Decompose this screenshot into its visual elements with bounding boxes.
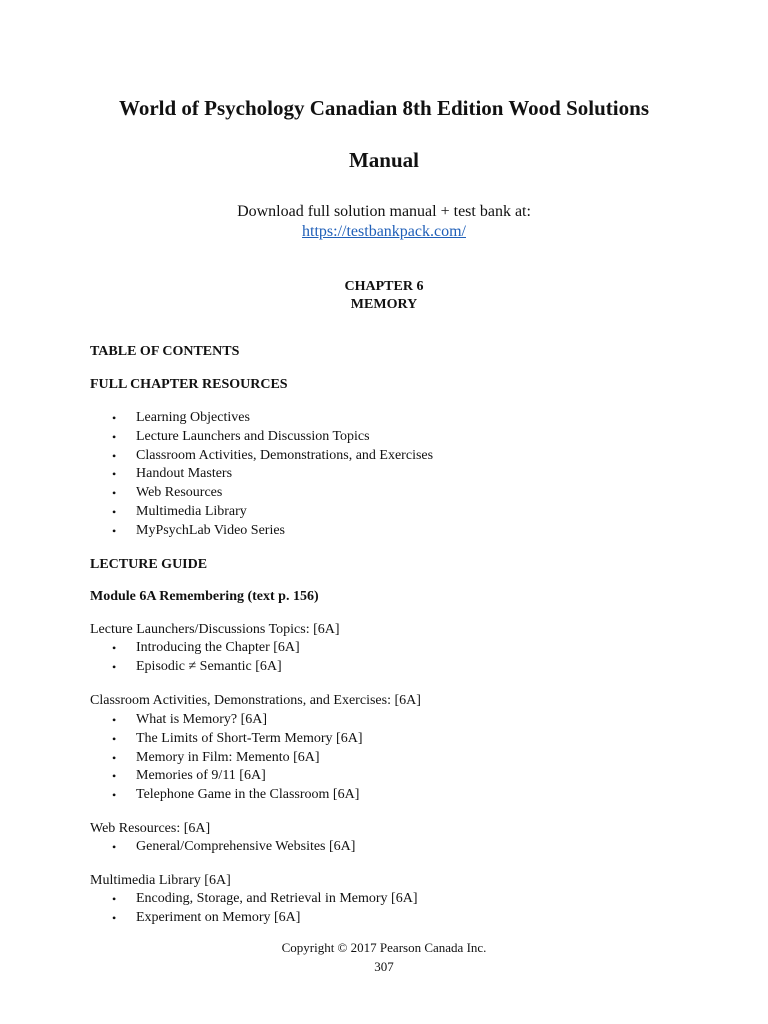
list-item-text: Memories of 9/11 [6A] [136, 768, 266, 784]
footer-copyright: Copyright © 2017 Pearson Canada Inc. [281, 940, 487, 955]
bullet-icon: • [112, 750, 117, 765]
chapter-number: CHAPTER 6 [344, 279, 424, 294]
list-item-text: Learning Objectives [136, 410, 250, 425]
bullet-icon: • [112, 892, 117, 906]
list-item-text: Experiment on Memory [6A] [136, 909, 301, 925]
bullet-icon: • [112, 429, 117, 444]
bullet-icon: • [112, 659, 117, 674]
document-title-line-2: Manual [348, 148, 419, 172]
bullet-icon: • [112, 467, 117, 482]
list-item-text: Telephone Game in the Classroom [6A] [136, 787, 360, 803]
list-item-text: Web Resources [136, 485, 223, 501]
page-number: 307 [374, 959, 394, 974]
bullet-icon: • [112, 788, 117, 803]
module-heading: Module 6A Remembering (text p. 156) [90, 589, 319, 604]
multimedia-library-label: Multimedia Library [6A] [90, 873, 231, 888]
download-text: Download full solution manual + test bank at: [237, 203, 531, 220]
bullet-icon: • [112, 523, 117, 538]
toc-heading: TABLE OF CONTENTS [90, 344, 240, 359]
list-item-text: General/Comprehensive Websites [6A] [136, 839, 356, 854]
list-item-text: MyPsychLab Video Series [136, 522, 285, 538]
bullet-icon: • [112, 713, 117, 727]
list-item-text: Memory in Film: Memento [6A] [136, 749, 320, 765]
lecture-launchers-label: Lecture Launchers/Discussions Topics: [6A] [90, 622, 340, 637]
list-item-text: Introducing the Chapter [6A] [136, 640, 300, 655]
resources-heading: FULL CHAPTER RESOURCES [90, 377, 288, 392]
bullet-icon: • [112, 504, 117, 519]
list-item-text: Multimedia Library [136, 503, 247, 519]
web-resources-label: Web Resources: [6A] [90, 821, 211, 836]
list-item-text: Handout Masters [136, 466, 233, 482]
list-item-text: Classroom Activities, Demonstrations, and Exercises [136, 447, 434, 463]
chapter-name: MEMORY [350, 297, 418, 312]
bullet-icon: • [112, 486, 117, 501]
bullet-icon: • [112, 769, 117, 784]
document-title-line-1: World of Psychology Canadian 8th Edition Wood Solutions [118, 96, 649, 120]
bullet-icon: • [112, 910, 117, 925]
list-item-text: Encoding, Storage, and Retrieval in Memory [6A] [136, 891, 418, 906]
bullet-icon: • [112, 840, 117, 854]
list-item-text: What is Memory? [6A] [136, 712, 268, 727]
download-link[interactable] [0, 222, 768, 242]
classroom-activities-label: Classroom Activities, Demonstrations, and Exercises: [6A] [90, 693, 421, 708]
bullet-icon: • [112, 731, 117, 746]
list-item-text: Episodic ≠ Semantic [6A] [136, 658, 282, 674]
download-link-text[interactable]: https://testbankpack.com/ [302, 223, 466, 240]
lecture-guide-heading: LECTURE GUIDE [90, 557, 208, 572]
list-item-text: The Limits of Short-Term Memory [6A] [136, 730, 363, 746]
bullet-icon: • [112, 411, 117, 425]
list-item-text: Lecture Launchers and Discussion Topics [136, 428, 370, 444]
bullet-icon: • [112, 641, 117, 655]
bullet-icon: • [112, 448, 117, 463]
